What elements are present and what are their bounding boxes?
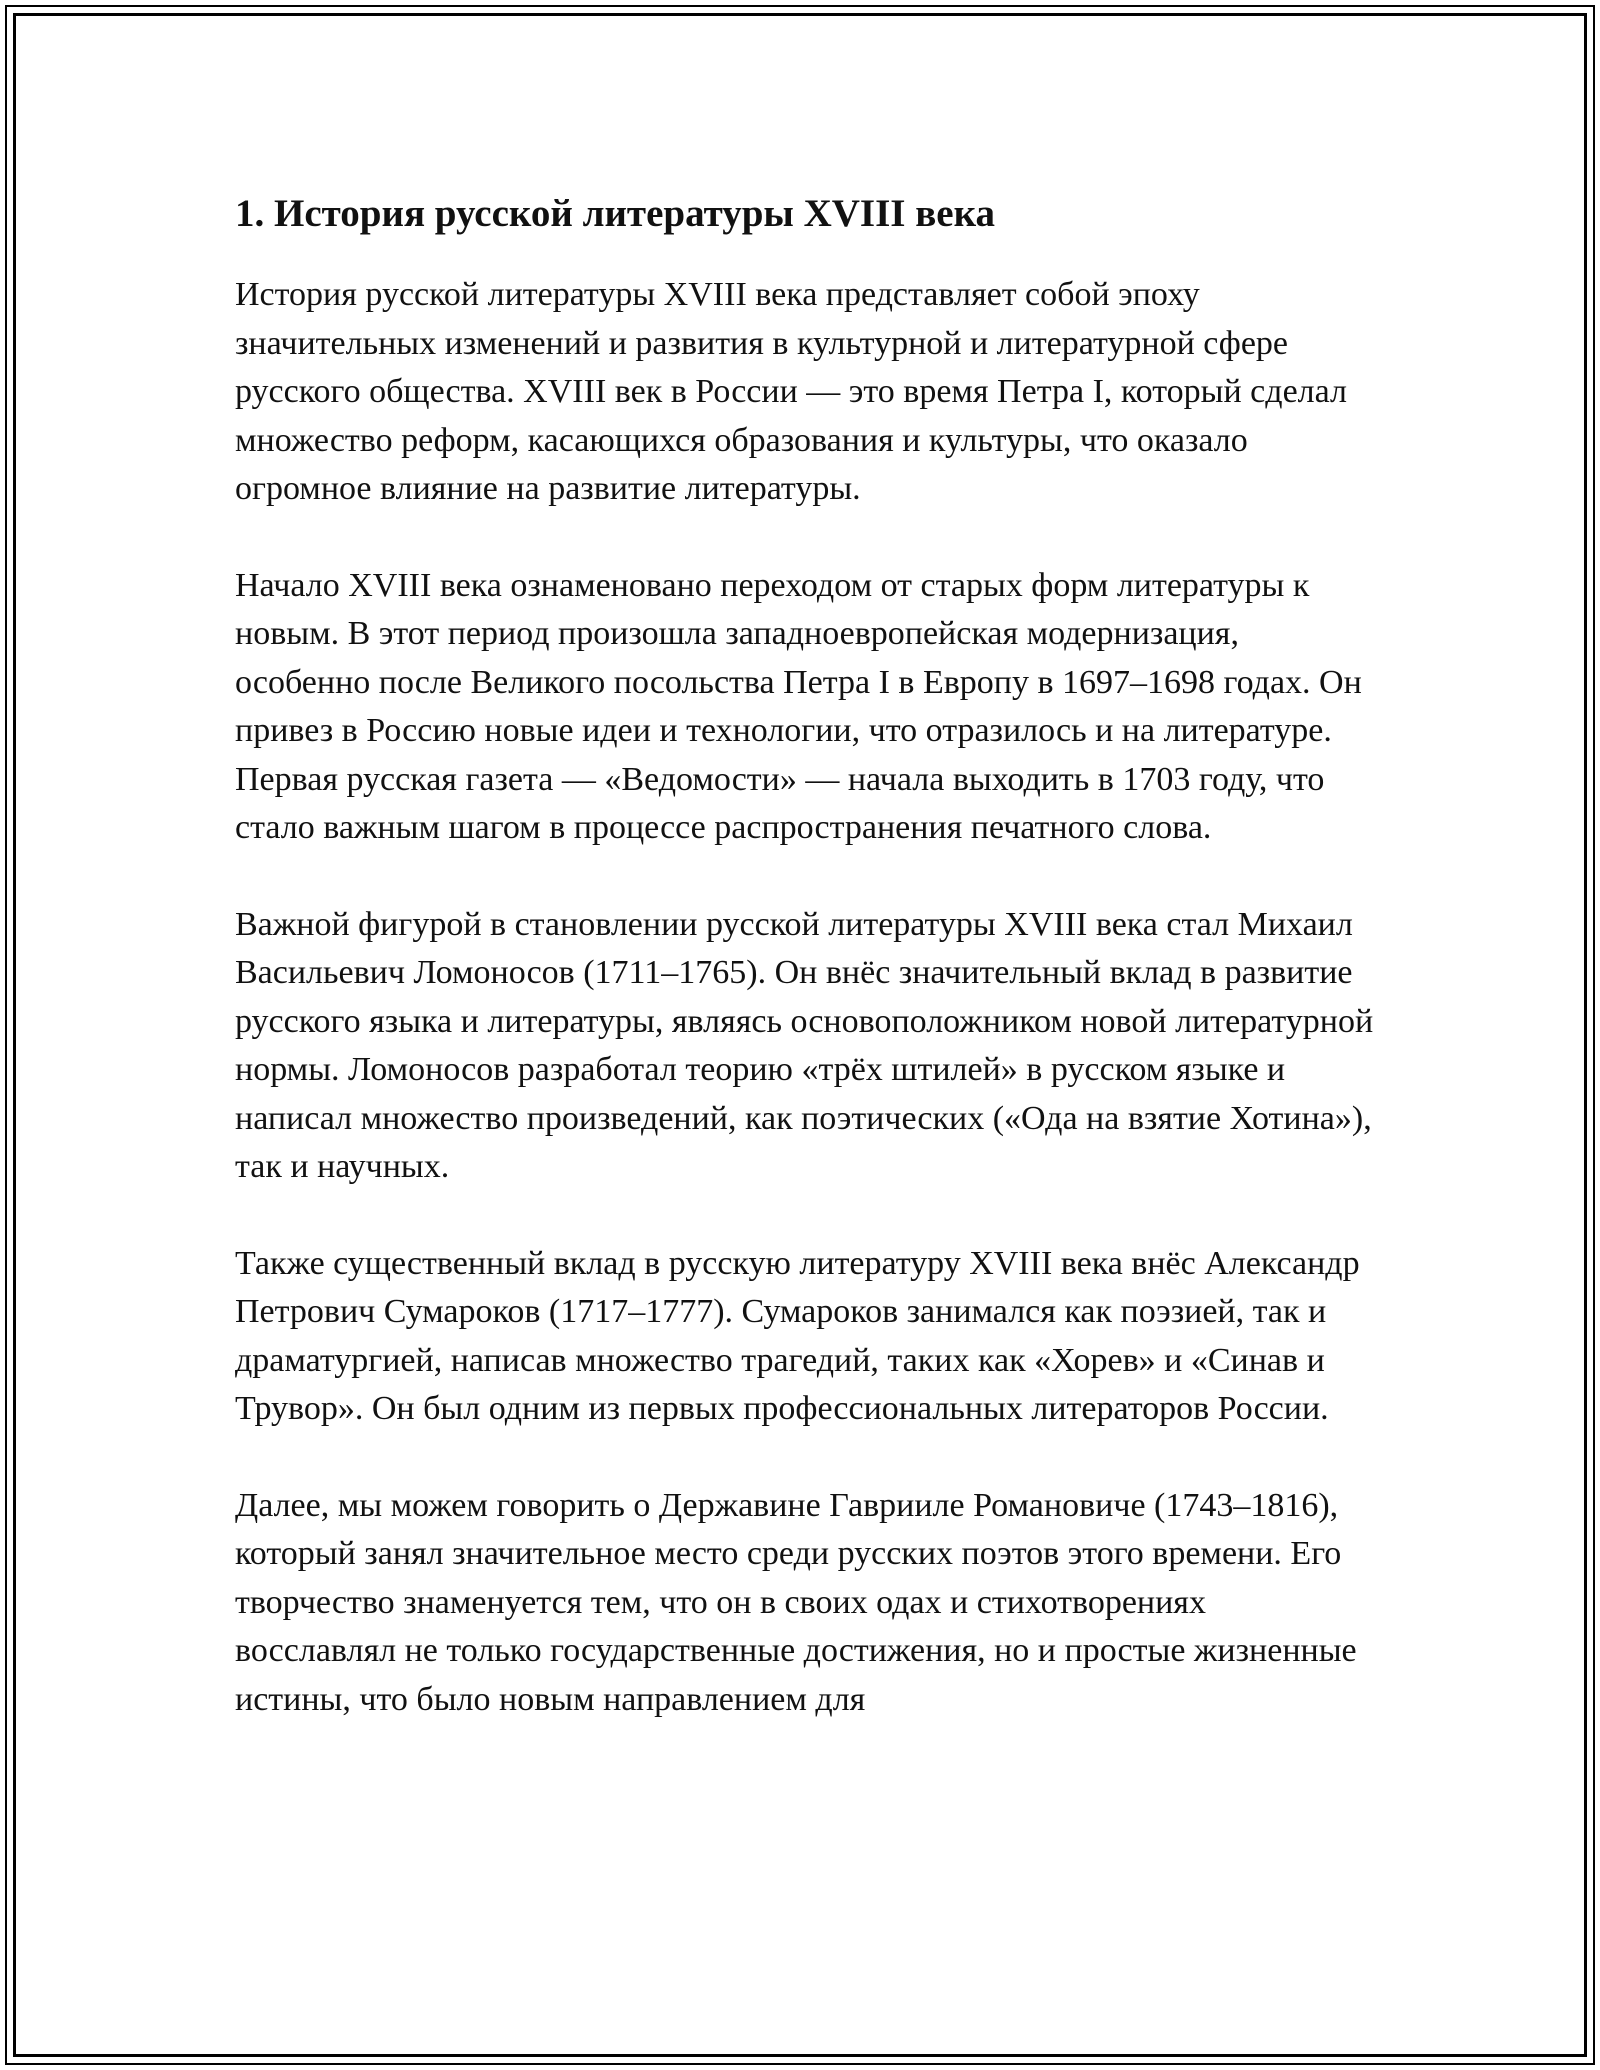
paragraph-5: Далее, мы можем говорить о Державине Гаврииле Романовиче (1743–1816), который занял значительное место среди русских поэтов этого времени. Его творчество знаменуется тем, что он в своих одах и стихотворениях восславлял не только государственные достижения, но и простые жизненные истины, что было новым направлением для (235, 1486, 1357, 1718)
paragraph-2: Начало XVIII века ознаменовано переходом от старых форм литературы к новым. В этот период произошла западноевропейская модернизация, особенно после Великого посольства Петра I в Европу в 1697–1698 годах. Он привез в Россию новые идеи и технологии, что отразилось и на литературе. Первая русская газета — «Ведомости» — начала выходить в 1703 году, что стало важным шагом в процессе распространения печатного слова. (235, 566, 1362, 846)
paragraph-4: Также существенный вклад в русскую литературу XVIII века внёс Александр Петрович Сумароков (1717–1777). Сумароков занимался как поэзией, так и драматургией, написав множество трагедий, таких как «Хорев» и «Синав и Трувор». Он был одним из первых профессиональных литераторов России. (235, 1244, 1360, 1427)
section-title: 1. История русской литературы XVIII века (235, 192, 995, 235)
paragraph-3: Важной фигурой в становлении русской литературы XVIII века стал Михаил Васильевич Ломоносов (1711–1765). Он внёс значительный вклад в развитие русского языка и литературы, являясь основоположником новой литературной нормы. Ломоносов разработал теорию «трёх штилей» в русском языке и написал множество произведений, как поэтических («Ода на взятие Хотина»), так и научных. (235, 905, 1374, 1185)
document-body (235, 188, 1375, 1772)
paragraph-1: История русской литературы XVIII века представляет собой эпоху значительных изменений и развития в культурной и литературной сфере русского общества. XVIII век в России — это время Петра I, который сделал множество реформ, касающихся образования и культуры, что оказало огромное влияние на развитие литературы. (235, 276, 1347, 507)
